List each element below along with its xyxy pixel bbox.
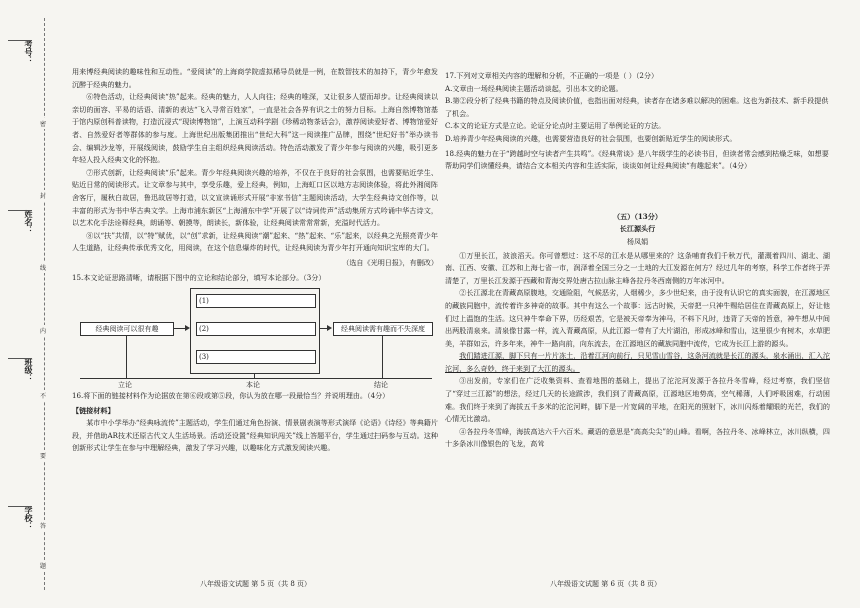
question-18: 18.经典的魅力在于“跨越时空与读者产生共鸣”。《经典常谈》是八年级学生的必读书目，但读者常会感到枯燥乏味，如想要帮助同学们读懂经典，请结合文本相关内容和生活实际，谈谈如何让经典阅读“有趣起来”。（4分）: [445, 148, 829, 171]
class-blank: [8, 358, 32, 359]
article-paragraph: ⑦形式创新，让经典阅读“乐”起来。青少年经典阅读兴趣的培养，不仅在于良好的社会氛围，也需要贴近学生、贴近日常的阅读形式。让文章参与其中，享受乐趣，爱上经典，例如，上海虹口区以地方志阅读体验，将此外湘阅阵舍客厅，履秋白故居，鲁迅故居等打造，以文宣读诵形式开展“非家书信”主题阅读活动，大学生经典诗文创作等，以丰富的形式为书中华古典文学。上海市浦东新区“上海浦东中学”开展了以“诗词传声”活动集所方式吟诵中华古诗文，以艺术化手法诠释经典，朗诵等、朝摸等，朗读长，新体验，让经典阅读常常常新，充溢时代活力。: [72, 167, 438, 228]
story-paragraph: ③出发前，专家们在广泛收集资料、查看地图的基础上，提出了沱沱河发源于各拉丹冬雪峰，经过考察，我们坚信了“穿过三江源”的想法，经过几天的长途跋涉，我们到了青藏高原，江源地区地势高，空气稀薄，人们呼吸困难，行动困难。我们终于来到了海拔五千多米的沱沱河畔，脚下是一片宽阔的平地，在阳光的照射下，冰川闪烁着耀眼的光芒，我们的心情无比激动。: [445, 376, 830, 424]
diagram-slot-1[interactable]: (1): [196, 294, 316, 308]
page-5-footer: 八年级语文试题 第 5 页（共 8 页）: [200, 580, 312, 588]
page-5-column: [72, 66, 438, 455]
binding-margin: [0, 0, 52, 608]
diagram-label-benlun: 本论: [246, 381, 260, 390]
name-blank: [8, 210, 32, 211]
diagram-arrowhead: [327, 325, 332, 331]
school-label: 学校：: [24, 506, 34, 530]
story-author: 杨凤娟: [626, 236, 649, 246]
question-17: 17.下列对文章相关内容的理解和分析，不正确的一项是（ ）（2分）: [445, 71, 659, 80]
seal-char: 内: [40, 325, 46, 336]
option-d: D.培养青少年经典阅读的兴趣，也需要营造良好的社会氛围，也要创新贴近学生的阅读形式。: [445, 133, 737, 143]
section-heading: （五）（13分）: [613, 211, 662, 221]
diagram-label-jielun: 结论: [374, 381, 388, 390]
diagram-slot-2[interactable]: (2): [196, 322, 316, 336]
link-material-title: 【链接材料】: [72, 405, 115, 415]
question-15: 15.本文论证思路清晰，请根据下图中的立论和结论部分，填写本论部分。（3分）: [72, 272, 326, 282]
class-label: 班级：: [24, 358, 34, 382]
seal-char: 题: [40, 560, 46, 571]
seal-char: 密: [40, 118, 46, 129]
seal-char: 要: [40, 450, 46, 461]
cut-line: [44, 18, 45, 590]
article-paragraph: ⑥特色活动，让经典阅读“热”起来。经典的魅力，人人向往；经典的唯深，又让很多人望而却步。让经典阅读以亲切的面容、平易的话语、清新的表达“飞入寻常百姓家”，一直是社会各界有识之士的努力目标。上海自然博物馆基于馆内原创科普读物，打造沉浸式“现读博物馆”，上演互动科学剧《珍稀动物茶话会》，激荐阅读爱好者、博物馆爱好者、自然爱好者等群体的参与度。上海世纪出版集团推出“世纪大科”这一阅读推广品牌，围绕“世纪好书”举办读书会、编辑沙龙等，开展线阅读，鼓励学生自主组织经典阅读活动。特色活动激发了青少年参与阅读的兴趣，吸引更多年轻人投入经典文化的怀抱。: [72, 92, 438, 165]
exam-no-blank: [8, 40, 32, 41]
name-label: 姓名：: [24, 210, 34, 234]
diagram-conclusion-box: 经典阅读需有趣而不失深度: [333, 322, 433, 336]
option-c: C.本文的论证方式是立论。论证分论点时主要运用了举例论证的方法。: [445, 121, 666, 131]
page-6-footer: 八年级语文试题 第 6 页（共 8 页）: [550, 580, 662, 588]
article-source: （选自《光明日报》，有删改）: [342, 257, 438, 267]
seal-char: 封: [40, 190, 46, 201]
story-underlined-sentence: 我们踏进江源，脚下只有一片片冻土，沿着江河向前行，只见雪山雪谷，这条河流就是长江的源头，泉水涌出，汇入沱沱河，多么奇妙，终于来到了大江的源头。: [445, 351, 830, 373]
diagram-connector: [126, 336, 127, 378]
story-paragraph: ④各拉丹冬雪峰，海拔高达六千六百米。藏语的意思是“高高尖尖”的山峰。看啊，各拉丹冬、冰峰林立，冰川纵横，四十多条冰川像银色的飞龙，高耸: [445, 426, 830, 449]
story-paragraph: ②长江源北在青藏高原腹地，交通险阻，气候恶劣，人烟稀少，多少世纪来，由于没有认识它的真实面貌，在江源地区的藏族同胞中，流传着许多神奇的故事。其中有这么一个故事：远古时候，天帝把一只神牛赐给居住在青藏高原上，好让他们过上温饱的生活。这只神牛奉命下界，历经艰苦，它是被天帝奉为神马，不料下凡时，违背了天帝的旨意，神牛想从中间出两股清泉来。清泉像甘露一样，流入青藏高原，从此江源一带有了大片湖泊，形成冰峰和雪山，这里很少有树木，水草肥美，羊群如云，许多年来，神牛一路向前，向东流去，在江源地区的藏族同胞中流传，它成为长江上游的源头。: [445, 288, 830, 348]
option-b: B.第②段分析了经典书籍的特点及阅读价值，也指出面对经典，读者存在诸多难以解决的困难。这也为新技术、新手段提供了机会。: [445, 96, 829, 118]
diagram-label-lilun: 立论: [118, 381, 132, 390]
link-material-text: 某市中小学举办“经典咏流传”主题活动，学生们通过角色扮演、情景剧表演等形式演绎《论语》《诗经》等典籍片段，并借助AR技术还原古代文人生活场景。活动还设置“经典知识闯关”线上答题平台，学生通过扫码参与互动。这种创新形式让学生在参与中理解经典，激发了学习兴趣，以趣味化方式激发阅读兴趣。: [72, 418, 438, 453]
story-title: 长江源头行: [619, 224, 656, 234]
page-6-column: [445, 66, 830, 451]
story-paragraph: ①万里长江，波浪滔天。你可曾想过：这不尽的江水是从哪里来的？这条哺育我们千秋万代，灌溉着四川、湖北、湖南、江西、安徽、江苏和上海七省一市，润泽着全国三分之一土地的大江发源在何方？经过几年的考察，科学工作者终于弄清楚了，万里长江发源于西藏和青海交界处唐古拉山脉主峰各拉丹冬西南侧的万年冰河中。: [445, 250, 830, 285]
option-a: A.文章由一场经典阅读主题活动谈起，引出本文的论题。: [445, 83, 623, 93]
exam-no-label: 考号：: [24, 40, 34, 64]
argument-structure-diagram: [72, 286, 438, 388]
diagram-connector: [254, 373, 255, 378]
seal-char: 答: [40, 520, 46, 531]
diagram-connector: [382, 336, 383, 378]
question-16: 16.将下面的链接材料作为论据放在第⑥段或第⑤段，你认为放在哪一段最恰当？并说明理由。（4分）: [72, 391, 390, 401]
seal-char: 线: [40, 262, 46, 273]
article-paragraph: ⑧以“扶”共情，以“特”赋优，以“创”求新，让经典阅读“潮”起来、“热”起来、“乐”起来，以经典之光照亮青少年人生道路，让经典传承优秀文化，用阅读，在这个信息爆炸的时代，让经典阅读为青少年打开通向知识宝库的大门。: [72, 230, 438, 253]
diagram-slot-3[interactable]: (3): [196, 350, 316, 364]
article-paragraph: 用来博经典阅读的趣味性和互动性。“爱阅读”的上海商学院虚拟稀导员就是一例，在数智技术的加持下，青少年愈发沉醉于经典的魅力。: [72, 67, 438, 89]
school-blank: [8, 506, 32, 507]
diagram-thesis-box: 经典阅读可以很有趣: [80, 322, 174, 336]
seal-char: 不: [40, 390, 46, 401]
